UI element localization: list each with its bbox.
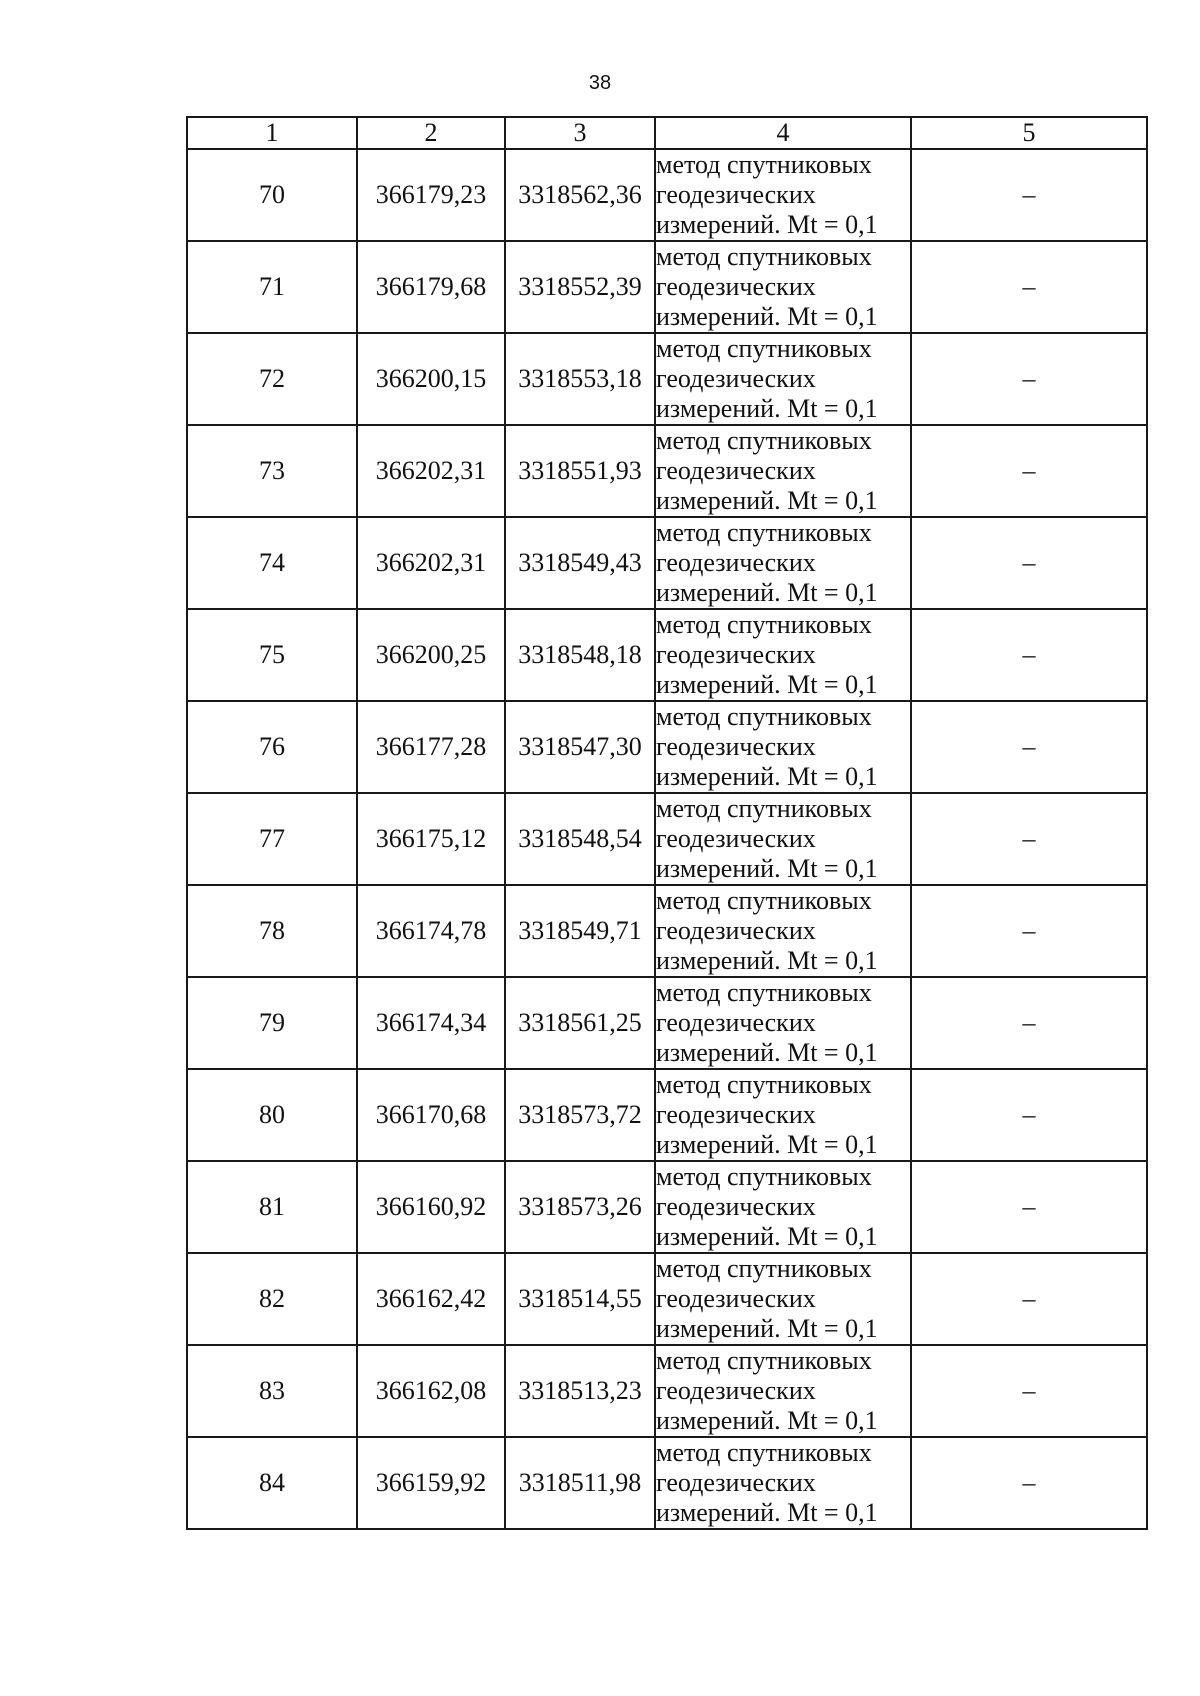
x-coordinate-cell: 366162,08	[357, 1345, 505, 1437]
y-coordinate-cell: 3318551,93	[505, 425, 655, 517]
table-row	[187, 793, 1147, 885]
point-number-cell: 70	[187, 149, 357, 241]
method-cell	[655, 1253, 911, 1345]
method-cell	[655, 701, 911, 793]
column-5-cell: –	[911, 1345, 1147, 1437]
method-text-line: метод спутниковых	[656, 334, 872, 363]
method-text-line: метод спутниковых	[656, 1254, 872, 1283]
table-row	[187, 149, 1147, 241]
method-text-line: геодезических	[656, 364, 816, 393]
column-header-5: 5	[911, 117, 1147, 149]
column-5-cell: –	[911, 241, 1147, 333]
point-number-cell: 83	[187, 1345, 357, 1437]
page-number: 38	[588, 72, 612, 94]
method-cell	[655, 977, 911, 1069]
column-header-4: 4	[655, 117, 911, 149]
table-header-row	[187, 117, 1147, 149]
point-number-cell: 72	[187, 333, 357, 425]
x-coordinate-cell: 366160,92	[357, 1161, 505, 1253]
method-text-line: геодезических	[656, 1376, 816, 1405]
method-text-line: метод спутниковых	[656, 426, 872, 455]
point-number-cell: 73	[187, 425, 357, 517]
table-body	[187, 149, 1147, 1529]
method-text-line: измерений. Mt = 0,1	[656, 486, 878, 515]
point-number-cell: 76	[187, 701, 357, 793]
method-text-line: геодезических	[656, 1100, 816, 1129]
method-text-line: геодезических	[656, 548, 816, 577]
method-text-line: геодезических	[656, 1284, 816, 1313]
x-coordinate-cell: 366170,68	[357, 1069, 505, 1161]
method-text-line: измерений. Mt = 0,1	[656, 670, 878, 699]
point-number-cell: 81	[187, 1161, 357, 1253]
method-text-line: измерений. Mt = 0,1	[656, 1314, 878, 1343]
method-text-line: геодезических	[656, 732, 816, 761]
table-row	[187, 609, 1147, 701]
method-text-line: геодезических	[656, 1192, 816, 1221]
column-header-1: 1	[187, 117, 357, 149]
x-coordinate-cell: 366174,78	[357, 885, 505, 977]
method-text-line: метод спутниковых	[656, 978, 872, 1007]
method-text-line: геодезических	[656, 640, 816, 669]
column-5-cell: –	[911, 333, 1147, 425]
table-row	[187, 241, 1147, 333]
x-coordinate-cell: 366174,34	[357, 977, 505, 1069]
method-text-line: измерений. Mt = 0,1	[656, 1038, 878, 1067]
method-text-line: измерений. Mt = 0,1	[656, 946, 878, 975]
x-coordinate-cell: 366179,68	[357, 241, 505, 333]
column-5-cell: –	[911, 1437, 1147, 1529]
y-coordinate-cell: 3318561,25	[505, 977, 655, 1069]
x-coordinate-cell: 366177,28	[357, 701, 505, 793]
table-row	[187, 517, 1147, 609]
column-5-cell: –	[911, 977, 1147, 1069]
table-row	[187, 1345, 1147, 1437]
method-text-line: измерений. Mt = 0,1	[656, 302, 878, 331]
point-number-cell: 80	[187, 1069, 357, 1161]
method-text-line: измерений. Mt = 0,1	[656, 578, 878, 607]
x-coordinate-cell: 366202,31	[357, 425, 505, 517]
method-cell	[655, 333, 911, 425]
table-row	[187, 701, 1147, 793]
y-coordinate-cell: 3318548,54	[505, 793, 655, 885]
y-coordinate-cell: 3318547,30	[505, 701, 655, 793]
method-text-line: геодезических	[656, 824, 816, 853]
column-5-cell: –	[911, 517, 1147, 609]
method-text-line: метод спутниковых	[656, 1070, 872, 1099]
table-row	[187, 1437, 1147, 1529]
method-text-line: метод спутниковых	[656, 1438, 872, 1467]
y-coordinate-cell: 3318573,26	[505, 1161, 655, 1253]
point-number-cell: 74	[187, 517, 357, 609]
method-text-line: метод спутниковых	[656, 242, 872, 271]
method-cell	[655, 1069, 911, 1161]
method-text-line: метод спутниковых	[656, 886, 872, 915]
x-coordinate-cell: 366175,12	[357, 793, 505, 885]
point-number-cell: 75	[187, 609, 357, 701]
table-row	[187, 1069, 1147, 1161]
point-number-cell: 71	[187, 241, 357, 333]
method-text-line: измерений. Mt = 0,1	[656, 762, 878, 791]
method-text-line: метод спутниковых	[656, 794, 872, 823]
x-coordinate-cell: 366200,25	[357, 609, 505, 701]
column-5-cell: –	[911, 425, 1147, 517]
point-number-cell: 78	[187, 885, 357, 977]
y-coordinate-cell: 3318548,18	[505, 609, 655, 701]
y-coordinate-cell: 3318513,23	[505, 1345, 655, 1437]
method-text-line: метод спутниковых	[656, 1346, 872, 1375]
column-5-cell: –	[911, 609, 1147, 701]
table-row	[187, 977, 1147, 1069]
method-text-line: измерений. Mt = 0,1	[656, 1130, 878, 1159]
y-coordinate-cell: 3318552,39	[505, 241, 655, 333]
table-row	[187, 333, 1147, 425]
method-cell	[655, 1437, 911, 1529]
method-text-line: метод спутниковых	[656, 150, 872, 179]
point-number-cell: 79	[187, 977, 357, 1069]
method-text-line: измерений. Mt = 0,1	[656, 210, 878, 239]
method-cell	[655, 1345, 911, 1437]
table-row	[187, 425, 1147, 517]
column-5-cell: –	[911, 1161, 1147, 1253]
method-cell	[655, 885, 911, 977]
method-text-line: метод спутниковых	[656, 1162, 872, 1191]
method-text-line: геодезических	[656, 456, 816, 485]
method-text-line: измерений. Mt = 0,1	[656, 1498, 878, 1527]
point-number-cell: 84	[187, 1437, 357, 1529]
x-coordinate-cell: 366162,42	[357, 1253, 505, 1345]
method-text-line: метод спутниковых	[656, 702, 872, 731]
y-coordinate-cell: 3318562,36	[505, 149, 655, 241]
method-cell	[655, 1161, 911, 1253]
column-header-3: 3	[505, 117, 655, 149]
column-5-cell: –	[911, 1253, 1147, 1345]
method-text-line: геодезических	[656, 272, 816, 301]
y-coordinate-cell: 3318573,72	[505, 1069, 655, 1161]
method-text-line: геодезических	[656, 180, 816, 209]
method-cell	[655, 241, 911, 333]
column-header-2: 2	[357, 117, 505, 149]
point-number-cell: 82	[187, 1253, 357, 1345]
column-5-cell: –	[911, 885, 1147, 977]
x-coordinate-cell: 366179,23	[357, 149, 505, 241]
method-cell	[655, 425, 911, 517]
column-5-cell: –	[911, 793, 1147, 885]
table-row	[187, 885, 1147, 977]
method-text-line: геодезических	[656, 1008, 816, 1037]
column-5-cell: –	[911, 701, 1147, 793]
column-5-cell: –	[911, 1069, 1147, 1161]
table-row	[187, 1253, 1147, 1345]
method-cell	[655, 609, 911, 701]
method-text-line: метод спутниковых	[656, 518, 872, 547]
method-text-line: метод спутниковых	[656, 610, 872, 639]
y-coordinate-cell: 3318514,55	[505, 1253, 655, 1345]
method-text-line: геодезических	[656, 916, 816, 945]
method-text-line: измерений. Mt = 0,1	[656, 1406, 878, 1435]
x-coordinate-cell: 366202,31	[357, 517, 505, 609]
table-row	[187, 1161, 1147, 1253]
coordinates-table	[186, 116, 1148, 1530]
y-coordinate-cell: 3318549,43	[505, 517, 655, 609]
point-number-cell: 77	[187, 793, 357, 885]
column-5-cell: –	[911, 149, 1147, 241]
method-cell	[655, 793, 911, 885]
x-coordinate-cell: 366200,15	[357, 333, 505, 425]
method-cell	[655, 149, 911, 241]
method-text-line: измерений. Mt = 0,1	[656, 854, 878, 883]
method-text-line: измерений. Mt = 0,1	[656, 394, 878, 423]
method-text-line: геодезических	[656, 1468, 816, 1497]
y-coordinate-cell: 3318553,18	[505, 333, 655, 425]
method-text-line: измерений. Mt = 0,1	[656, 1222, 878, 1251]
x-coordinate-cell: 366159,92	[357, 1437, 505, 1529]
y-coordinate-cell: 3318511,98	[505, 1437, 655, 1529]
method-cell	[655, 517, 911, 609]
y-coordinate-cell: 3318549,71	[505, 885, 655, 977]
